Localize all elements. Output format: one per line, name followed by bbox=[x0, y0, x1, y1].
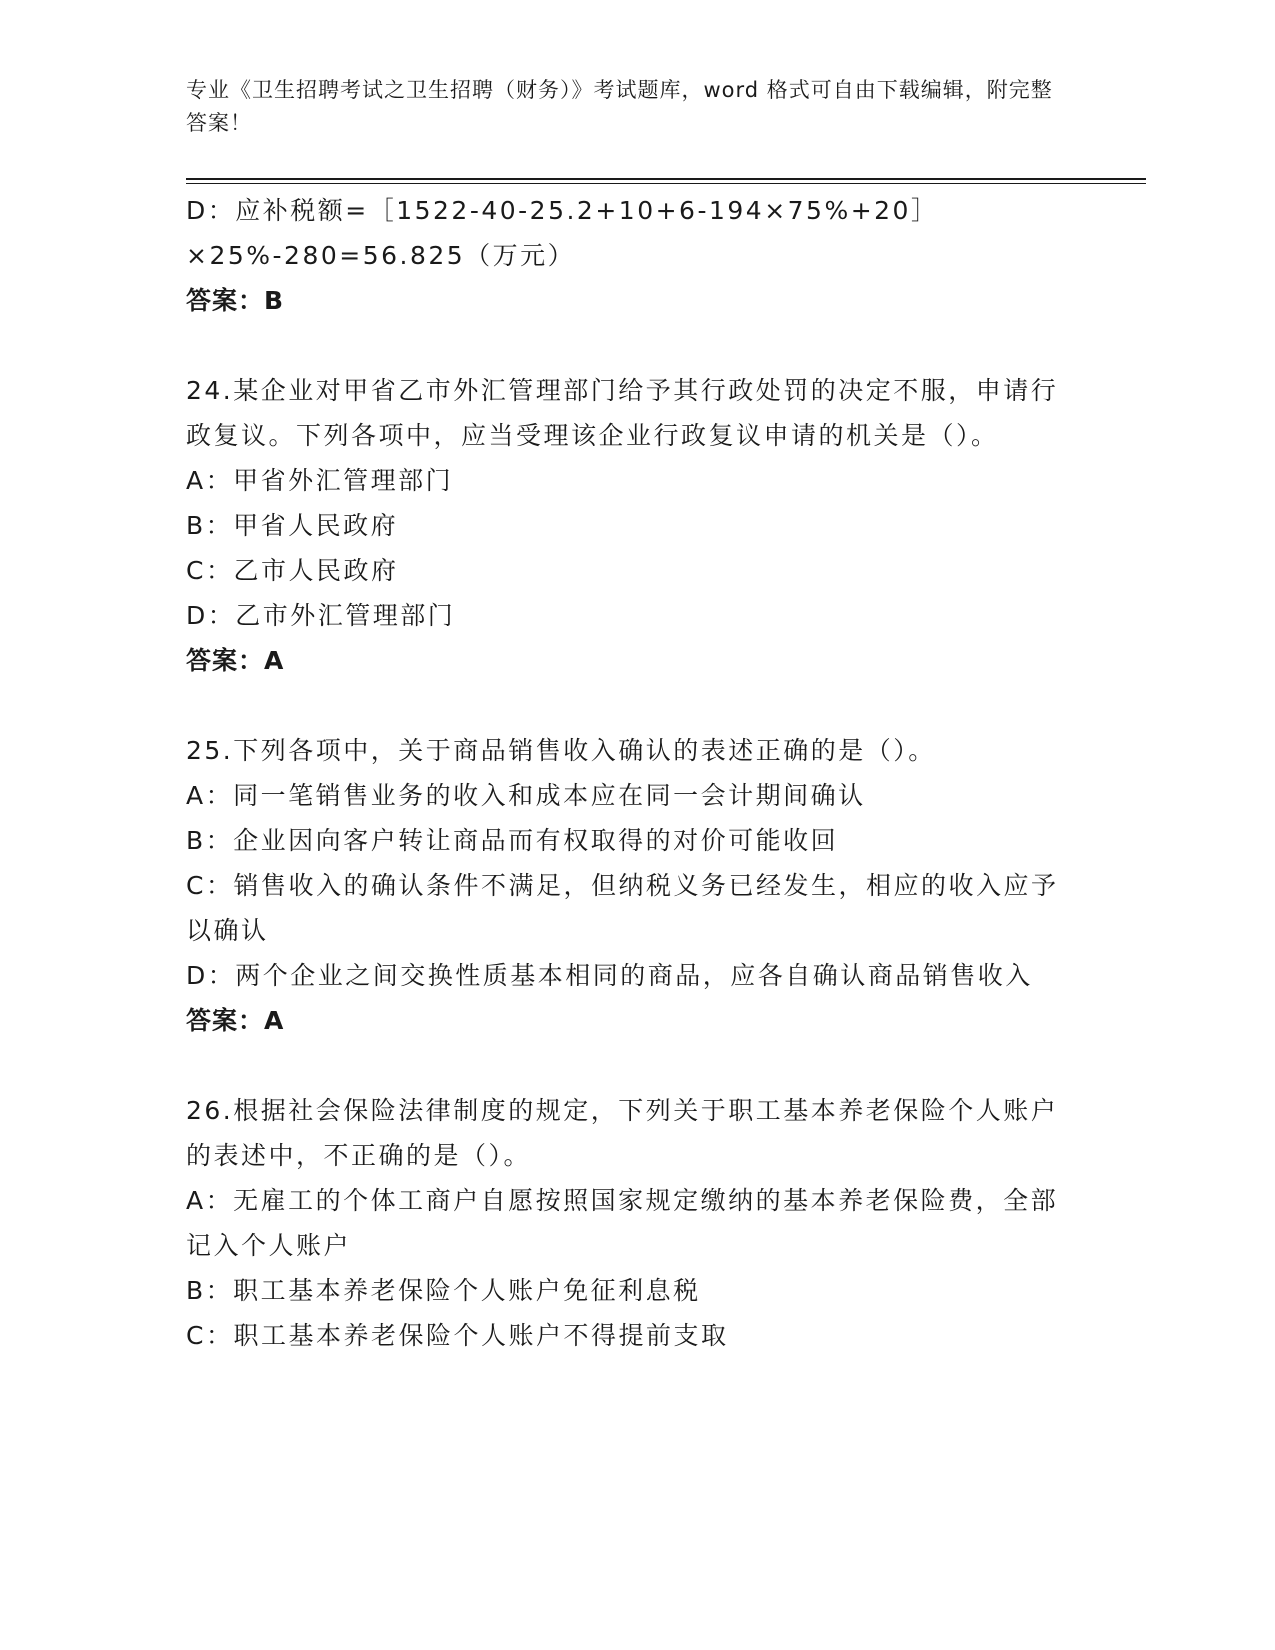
question-25 bbox=[186, 728, 1066, 1043]
header-rule-thick bbox=[186, 178, 1146, 180]
question-stem: 25.下列各项中，关于商品销售收入确认的表述正确的是（）。 bbox=[186, 736, 936, 765]
option-b: B：职工基本养老保险个人账户免征利息税 bbox=[186, 1276, 701, 1305]
page-header: 专业《卫生招聘考试之卫生招聘（财务）》考试题库，word 格式可自由下载编辑，附完整答案！ bbox=[186, 78, 1053, 135]
spacer bbox=[186, 683, 1066, 728]
option-a: A：无雇工的个体工商户自愿按照国家规定缴纳的基本养老保险费，全部记入个人账户 bbox=[186, 1186, 1059, 1260]
option-d: D：两个企业之间交换性质基本相同的商品，应各自确认商品销售收入 bbox=[186, 961, 1033, 990]
option-d: D：应补税额=［1522-40-25.2+10+6-194×75%+20］×25%-280=56.825（万元） bbox=[186, 196, 939, 270]
option-b: B：企业因向客户转让商品而有权取得的对价可能收回 bbox=[186, 826, 839, 855]
answer: 答案：B bbox=[186, 286, 285, 315]
question-23-tail bbox=[186, 188, 1066, 323]
question-24 bbox=[186, 368, 1066, 683]
answer: 答案：A bbox=[186, 1006, 285, 1035]
option-c: C：职工基本养老保险个人账户不得提前支取 bbox=[186, 1321, 729, 1350]
header-rule-thin bbox=[186, 183, 1146, 184]
option-d: D：乙市外汇管理部门 bbox=[186, 601, 456, 630]
document-body bbox=[186, 188, 1066, 1358]
question-stem: 26.根据社会保险法律制度的规定，下列关于职工基本养老保险个人账户的表述中，不正确的是（）。 bbox=[186, 1096, 1059, 1170]
option-c: C：乙市人民政府 bbox=[186, 556, 399, 585]
spacer bbox=[186, 1043, 1066, 1088]
spacer bbox=[186, 323, 1066, 368]
question-26 bbox=[186, 1088, 1066, 1358]
question-stem: 24.某企业对甲省乙市外汇管理部门给予其行政处罚的决定不服，申请行政复议。下列各项中，应当受理该企业行政复议申请的机关是（）。 bbox=[186, 376, 1059, 450]
option-a: A：同一笔销售业务的收入和成本应在同一会计期间确认 bbox=[186, 781, 866, 810]
option-a: A：甲省外汇管理部门 bbox=[186, 466, 454, 495]
answer: 答案：A bbox=[186, 646, 285, 675]
option-c: C：销售收入的确认条件不满足，但纳税义务已经发生，相应的收入应予以确认 bbox=[186, 871, 1059, 945]
option-b: B：甲省人民政府 bbox=[186, 511, 399, 540]
